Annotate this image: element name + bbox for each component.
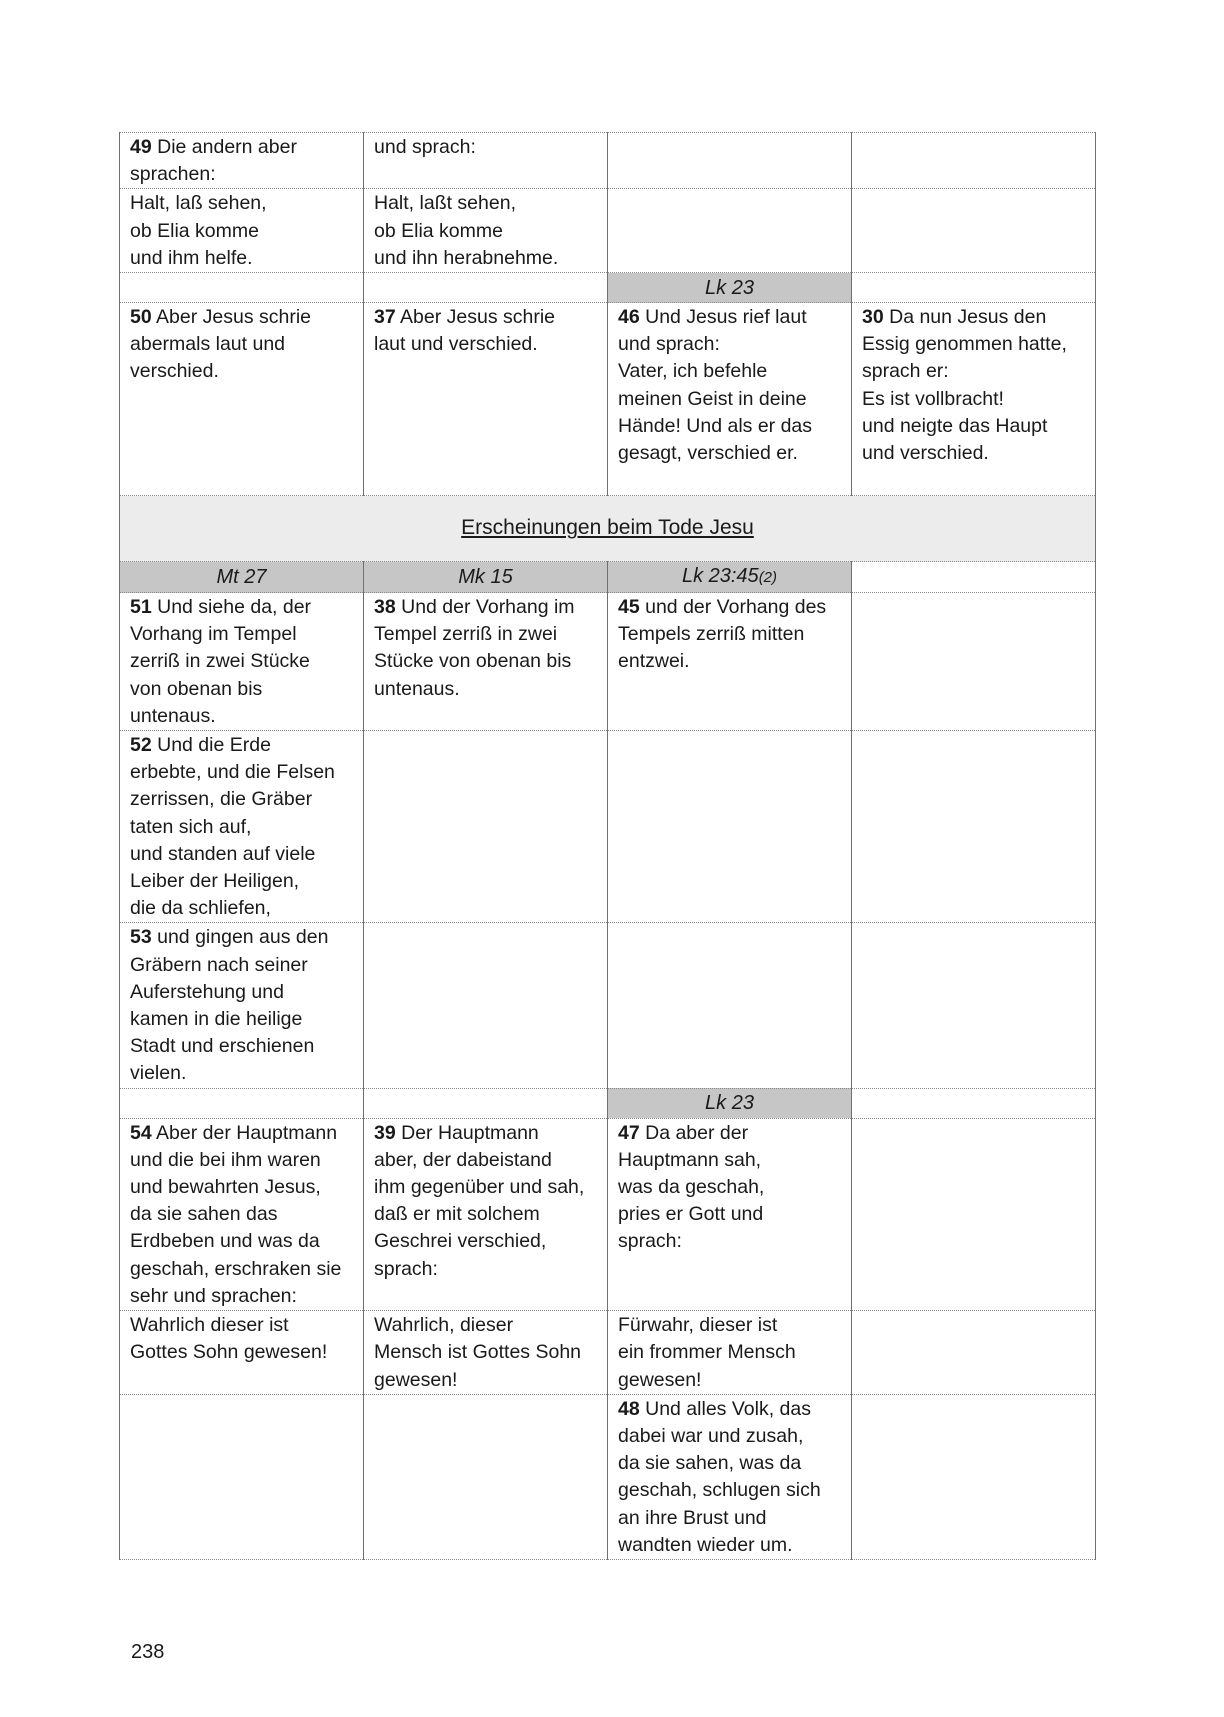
page-number: 238 [131,1641,165,1663]
verse-number: 37 [374,306,396,329]
section-cell [120,496,1096,562]
cell-mk [364,189,608,273]
verse-text: Wahrlich, dieser Mensch ist Gottes Sohn gewesen! [374,1314,582,1391]
cell-lk [608,189,852,273]
table-row [120,1118,1096,1310]
reference-row [120,273,1096,303]
cell-lk [608,1118,852,1310]
cell-joh [852,731,1096,923]
cell-lk [608,133,852,189]
table-row [120,593,1096,731]
verse-number: 47 [618,1121,640,1144]
verse-text: Fürwahr, dieser ist ein frommer Mensch gewesen! [618,1314,796,1391]
verse-text: Da aber der Hauptmann sah, was da geschah, pries er Gott und sprach: [618,1121,765,1253]
cell-mk [364,923,608,1088]
cell-lk [608,593,852,731]
cell-joh [852,1118,1096,1310]
verse-text: Und Jesus rief laut und sprach: Vater, ich befehle meinen Geist in deine Hände! Und als er das gesagt, verschied er. [618,306,813,465]
reference-label: Lk 23 [608,1088,852,1118]
verse-text: Da nun Jesus den Essig genommen hatte, sprach er: Es ist vollbracht! und neigte das Haupt und verschied. [862,306,1067,465]
cell-mk [364,1394,608,1559]
cell-joh [852,923,1096,1088]
verse-text: Aber der Hauptmann und die bei ihm waren und bewahrten Jesus, da sie sahen das Erdbeben und was da geschah, erschraken sie sehr und sprachen: [130,1121,342,1307]
cell-lk [608,923,852,1088]
synopsis-table [119,132,1096,1560]
verse-text: Aber Jesus schrie laut und verschied. [374,306,556,356]
reference-cell [364,273,608,303]
reference-cell [120,1088,364,1118]
cell-mk [364,1311,608,1395]
cell-mt [120,1311,364,1395]
table-row [120,731,1096,923]
cell-lk [608,731,852,923]
reference-label: Mt 27 [120,562,364,593]
table-row [120,1394,1096,1559]
verse-text: Und alles Volk, das dabei war und zusah, da sie sahen, was da geschah, schlugen sich an ihre Brust und wandten wieder um. [618,1397,821,1556]
verse-number: 38 [374,596,396,619]
cell-mt [120,731,364,923]
cell-joh [852,1394,1096,1559]
verse-text: Und die Erde erbebte, und die Felsen zerrissen, die Gräber taten sich auf, und standen auf viele Leiber der Heiligen, die da schliefen, [130,734,335,920]
cell-joh [852,133,1096,189]
verse-text: Aber Jesus schrie abermals laut und verschied. [130,306,312,383]
reference-row [120,562,1096,593]
verse-number: 54 [130,1121,152,1144]
cell-mt [120,923,364,1088]
cell-mk [364,731,608,923]
verse-text: Halt, laßt sehen, ob Elia komme und ihn herabnehme. [374,192,559,269]
reference-cell [852,1088,1096,1118]
cell-mt [120,133,364,189]
table-row [120,133,1096,189]
cell-mt [120,1118,364,1310]
cell-lk [608,1394,852,1559]
cell-lk [608,1311,852,1395]
verse-number: 51 [130,596,152,619]
cell-mk [364,133,608,189]
verse-number: 48 [618,1397,640,1420]
reference-label: Mk 15 [364,562,608,593]
verse-number: 45 [618,596,640,619]
table-row [120,923,1096,1088]
verse-number: 49 [130,136,152,158]
reference-cell [120,273,364,303]
reference-cell [852,562,1096,593]
reference-label: Lk 23 [608,273,852,303]
verse-text: und der Vorhang des Tempels zerriß mitten entzwei. [618,596,827,673]
verse-number: 52 [130,734,152,757]
cell-joh [852,303,1096,496]
verse-number: 39 [374,1121,396,1144]
cell-mk [364,1118,608,1310]
reference-label [608,562,852,593]
verse-text: Der Hauptmann aber, der dabeistand ihm gegenüber und sah, daß er mit solchem Geschrei verschied, sprach: [374,1121,585,1280]
cell-lk [608,303,852,496]
section-row [120,496,1096,562]
verse-text: und gingen aus den Gräbern nach seiner Auferstehung und kamen in die heilige Stadt und erschienen vielen. [130,926,329,1085]
table-row [120,303,1096,496]
cell-mt [120,189,364,273]
verse-number: 50 [130,306,152,329]
cell-mt [120,1394,364,1559]
cell-joh [852,593,1096,731]
cell-mt [120,303,364,496]
verse-number: 53 [130,926,152,949]
verse-text: Wahrlich dieser ist Gottes Sohn gewesen! [130,1314,328,1364]
verse-text: Und siehe da, der Vorhang im Tempel zerriß in zwei Stücke von obenan bis untenaus. [130,596,312,727]
table-row [120,189,1096,273]
verse-number: 30 [862,306,884,329]
verse-text: Und der Vorhang im Tempel zerriß in zwei Stücke von obenan bis untenaus. [374,596,575,700]
reference-suffix: (2) [758,569,778,587]
reference-row [120,1088,1096,1118]
cell-mk [364,593,608,731]
reference-cell [364,1088,608,1118]
cell-joh [852,189,1096,273]
verse-number: 46 [618,306,640,329]
cell-joh [852,1311,1096,1395]
verse-text: und sprach: [374,136,476,158]
verse-text: Halt, laß sehen, ob Elia komme und ihm helfe. [130,192,267,269]
reference-text: Lk 23:45 [681,565,759,588]
verse-text: Die andern aber sprachen: [130,136,297,186]
reference-cell [852,273,1096,303]
cell-mt [120,593,364,731]
cell-mk [364,303,608,496]
section-title: Erscheinungen beim Tode Jesu [461,516,754,540]
table-row [120,1311,1096,1395]
